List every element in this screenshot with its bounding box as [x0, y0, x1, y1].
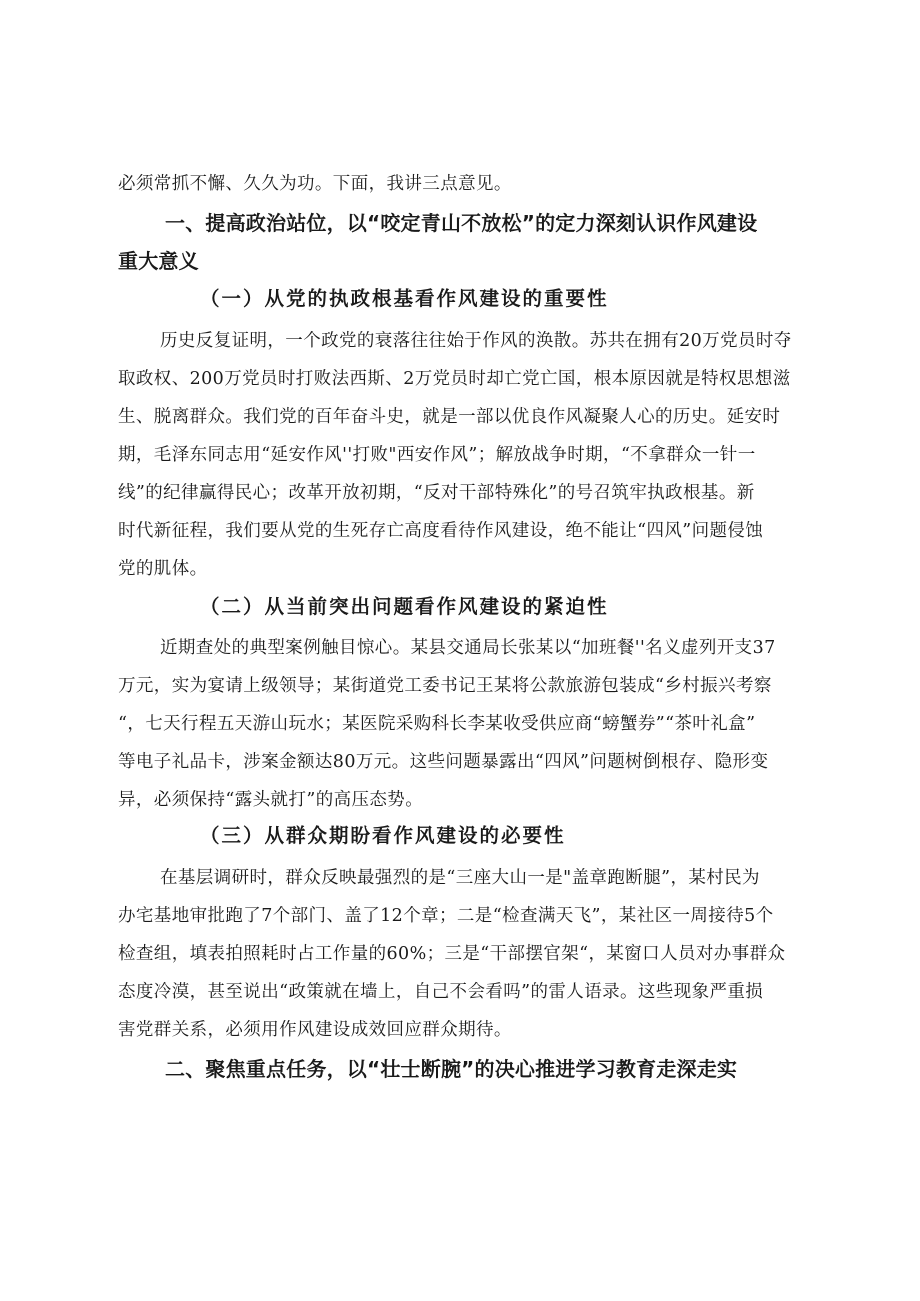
subsection-1-heading: （一）从党的执政根基看作风建设的重要性 [200, 287, 609, 310]
section-2-heading: 二、聚焦重点任务，以“壮士断腕”的决心推进学习教育走深走实 [165, 1057, 738, 1081]
section-1-heading: 一、提高政治站位，以“咬定青山不放松”的定力深刻认识作风建设 [165, 211, 758, 235]
intro-paragraph: 必须常抓不懈、久久为功。下面，我讲三点意见。 [118, 174, 512, 194]
paragraph-line: 期，毛泽东同志用“延安作风''打败"西安作风”；解放战争时期，“不拿群众一针一 [118, 445, 756, 465]
section-1-heading-continued: 重大意义 [118, 249, 199, 273]
paragraph-line: 时代新征程，我们要从党的生死存亡高度看待作风建设，绝不能让“四风”问题侵蚀 [118, 521, 764, 541]
paragraph-line: 万元，实为宴请上级领导；某街道党工委书记王某将公款旅游包装成“乡村振兴考察 [118, 676, 772, 696]
paragraph-line: 等电子礼品卡，涉案金额达80万元。这些问题暴露出“四风”问题树倒根存、隐形变 [118, 752, 769, 772]
paragraph-line: 历史反复证明，一个政党的衰落往往始于作风的涣散。苏共在拥有20万党员时夺 [160, 331, 792, 351]
paragraph-line: 生、脱离群众。我们党的百年奋斗史，就是一部以优良作风凝聚人心的历史。延安时 [118, 407, 781, 427]
paragraph-line: 办宅基地审批跑了7个部门、盖了12个章；二是“检查满天飞”，某社区一周接待5个 [118, 906, 774, 926]
paragraph-line: 害党群关系，必须用作风建设成效回应群众期待。 [118, 1020, 512, 1040]
subsection-3-heading: （三）从群众期盼看作风建设的必要性 [200, 824, 566, 847]
paragraph-line: 党的肌体。 [118, 559, 208, 579]
subsection-2-heading: （二）从当前突出问题看作风建设的紧迫性 [200, 595, 609, 618]
paragraph-line: 近期查处的典型案例触目惊心。某县交通局长张某以“加班餐''名义虚列开支37 [160, 638, 776, 658]
paragraph-line: 在基层调研时，群众反映最强烈的是“三座大山一是"盖章跑断腿”，某村民为 [160, 868, 760, 888]
paragraph-line: 检查组，填表拍照耗时占工作量的60%；三是“干部摆官架“，某窗口人员对办事群众 [118, 944, 786, 964]
paragraph-line: 态度冷漠，甚至说出“政策就在墙上，自己不会看吗”的雷人语录。这些现象严重损 [118, 982, 764, 1002]
paragraph-line: 异，必须保持“露头就打”的高压态势。 [118, 790, 424, 810]
paragraph-line: 线”的纪律赢得民心；改革开放初期，“反对干部特殊化”的号召筑牢执政根基。新 [118, 483, 755, 503]
paragraph-line: 取政权、200万党员时打败法西斯、2万党员时却亡党亡国，根本原因就是特权思想滋 [118, 369, 791, 389]
paragraph-line: “，七天行程五天游山玩水；某医院采购科长李某收受供应商“螃蟹券”“茶叶礼盒” [118, 714, 756, 734]
